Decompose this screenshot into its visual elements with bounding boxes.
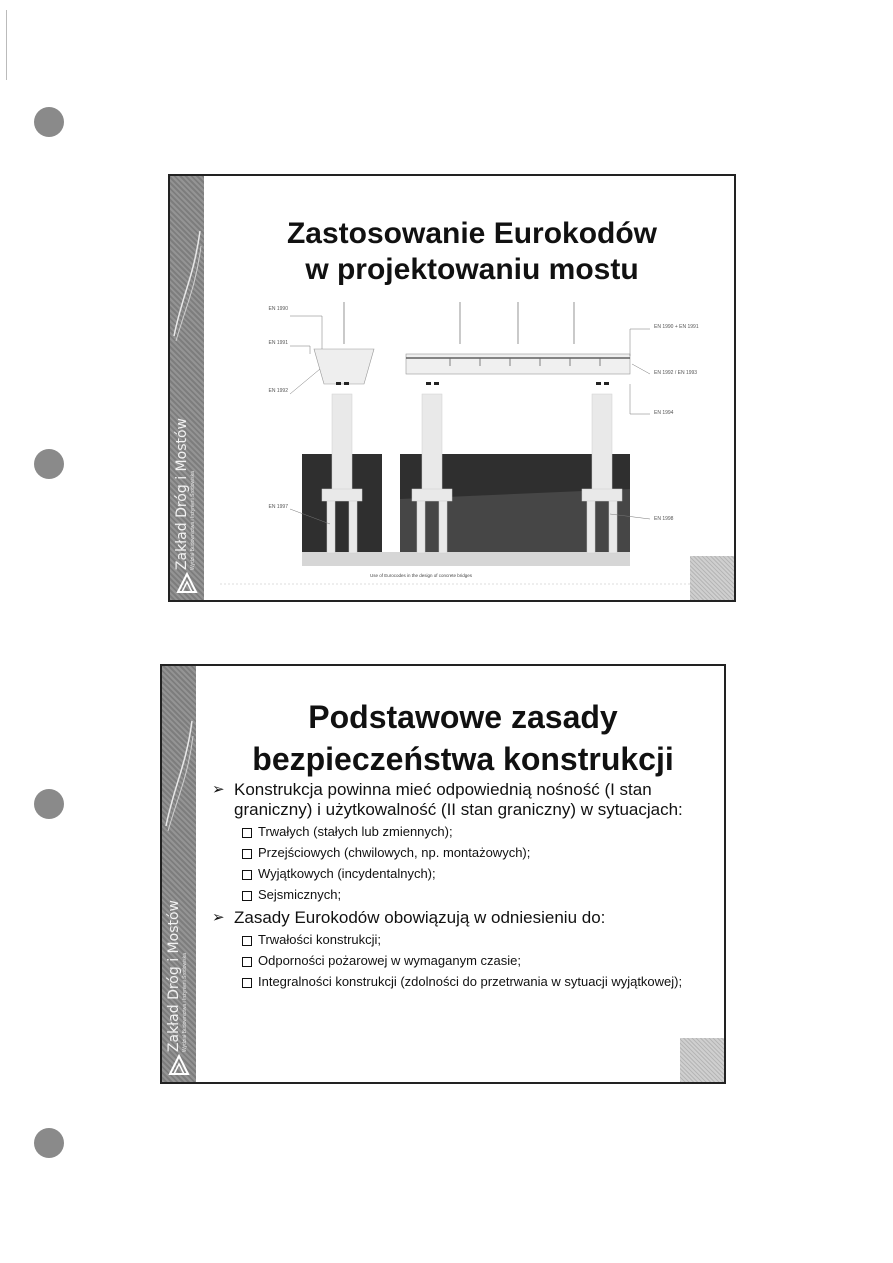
sub-item-text: Sejsmicznych; [258,887,342,902]
side-label: Zakład Dróg i Mostów [166,899,182,1052]
slide-title [210,216,734,288]
scan-edge-mark [6,10,7,80]
slide-title-line: w projektowaniu mostu [305,253,639,286]
sub-list-item [242,887,710,903]
side-label: Zakład Dróg i Mostów [174,417,190,570]
diagram-label: EN 1992 / EN 1993 [654,370,698,376]
punch-hole [34,1128,64,1158]
bullet-text: Konstrukcja powinna mieć odpowiednią nośność (I stan graniczny) i użytkowalność (II stan graniczny) w sytuacjach: [234,780,683,819]
bridge-swoosh-icon [172,226,202,346]
slide-title-line: Zastosowanie Eurokodów [286,217,658,250]
university-logo-icon [176,572,198,594]
diagram-label: EN 1992 [268,388,288,394]
checkbox-bullet-icon [242,978,252,988]
slide-title-line: bezpieczeństwa konstrukcji [252,741,674,777]
diagram-caption: Use of Eurocodes in the design of concrete bridges [370,573,473,578]
sub-list-item [242,824,710,840]
sub-item-text: Przejściowych (chwilowych, np. montażowych); [258,845,531,860]
slide-eurocodes-bridge [168,174,736,602]
diagram-label: EN 1991 [268,340,288,346]
sub-item-text: Trwałych (stałych lub zmiennych); [258,824,453,839]
corner-shade [690,556,734,600]
sub-list-item [242,953,710,969]
sub-list-item [242,932,710,948]
slide-side-band [162,666,196,1082]
sub-item-text: Wyjątkowych (incydentalnych); [258,866,436,881]
slide-title-line: Podstawowe zasady [308,699,618,735]
side-sublabel: Wydział Budownictwa i Inżynierii Środowiska [182,952,188,1052]
bullet-text: Zasady Eurokodów obowiązują w odniesieniu do: [234,908,606,927]
arrow-bullet-icon: ➢ [212,909,225,926]
slide-side-band [170,176,204,600]
diagram-label: EN 1990 + EN 1991 [654,324,699,330]
checkbox-bullet-icon [242,849,252,859]
bullet-item [212,908,710,928]
sub-item-text: Integralności konstrukcji (zdolności do przetrwania w sytuacji wyjątkowej); [258,974,683,989]
sub-list [242,824,710,903]
checkbox-bullet-icon [242,870,252,880]
bullet-item [212,780,710,820]
university-logo-icon [168,1054,190,1076]
sub-item-text: Trwałości konstrukcji; [258,932,382,947]
slide-body [212,780,710,995]
diagram-label: EN 1998 [654,516,674,522]
checkbox-bullet-icon [242,828,252,838]
arrow-bullet-icon: ➢ [212,781,225,798]
diagram-label: EN 1990 [268,306,288,312]
punch-hole [34,789,64,819]
corner-shade [680,1038,724,1082]
sub-list-item [242,845,710,861]
punch-hole [34,107,64,137]
checkbox-bullet-icon [242,957,252,967]
diagram-label: EN 1994 [654,410,674,416]
diagram-label: EN 1997 [268,504,288,510]
bridge-cross-section-illustration [210,294,730,589]
sub-item-text: Odporności pożarowej w wymaganym czasie; [258,953,521,968]
checkbox-bullet-icon [242,891,252,901]
slide-safety-principles [160,664,726,1084]
sub-list-item [242,866,710,882]
checkbox-bullet-icon [242,936,252,946]
bridge-swoosh-icon [164,716,194,836]
punch-hole [34,449,64,479]
bridge-diagram [210,294,730,589]
sub-list-item [242,974,710,990]
sub-list [242,932,710,990]
slide-title [202,696,724,780]
side-sublabel: Wydział Budownictwa i Inżynierii Środowiska [190,470,196,570]
